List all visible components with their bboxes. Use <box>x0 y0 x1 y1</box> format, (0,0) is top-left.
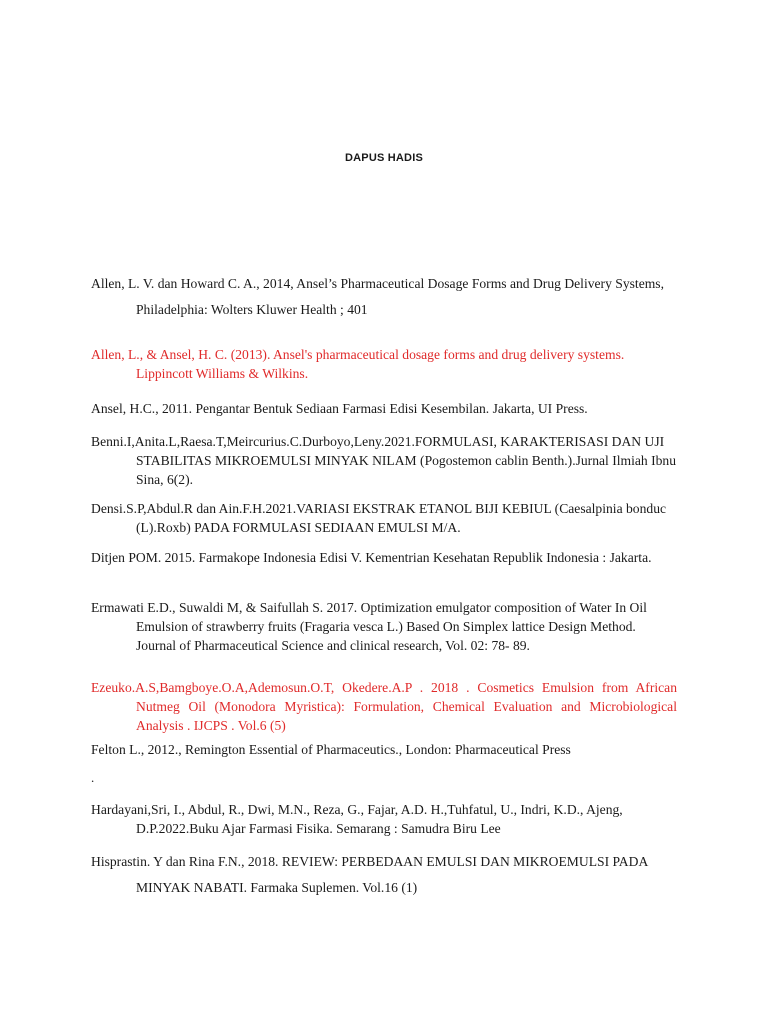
page-title: DAPUS HADIS <box>345 152 423 164</box>
reference-item: Ezeuko.A.S,Bamgboye.O.A,Ademosun.O.T, Okedere.A.P . 2018 . Cosmetics Emulsion from African Nutmeg Oil (Monodora Myristica): Formulation, Chemical Evaluation and Microbiological Analysis . IJCPS . Vol.6 (5) <box>91 680 677 733</box>
stray-mark: . <box>91 770 95 785</box>
reference-item: Ermawati E.D., Suwaldi M, & Saifullah S. 2017. Optimization emulgator composition of Water In Oil Emulsion of strawberry fruits (Fragaria vesca L.) Based On Simplex lattice Design Method. Journal of Pharmaceutical Science and clinical research, Vol. 02: 78- 89. <box>91 600 647 653</box>
reference-item: Felton L., 2012., Remington Essential of Pharmaceutics., London: Pharmaceutical Press <box>91 742 571 757</box>
reference-item: Benni.I,Anita.L,Raesa.T,Meircurius.C.Durboyo,Leny.2021.FORMULASI, KARAKTERISASI DAN UJI STABILITAS MIKROEMULSI MINYAK NILAM (Pogostemon cablin Benth.).Jurnal Ilmiah Ibnu Sina, 6(2). <box>91 434 677 487</box>
reference-item: Allen, L. V. dan Howard C. A., 2014, Ansel’s Pharmaceutical Dosage Forms and Drug Delivery Systems, Philadelphia: Wolters Kluwer Health ; 401 <box>91 276 664 317</box>
reference-item: Allen, L., & Ansel, H. C. (2013). Ansel's pharmaceutical dosage forms and drug delivery systems. Lippincott Williams & Wilkins. <box>91 347 625 381</box>
reference-item: Ansel, H.C., 2011. Pengantar Bentuk Sediaan Farmasi Edisi Kesembilan. Jakarta, UI Press. <box>91 401 588 416</box>
reference-item: Ditjen POM. 2015. Farmakope Indonesia Edisi V. Kementrian Kesehatan Republik Indonesia : Jakarta. <box>91 550 652 565</box>
reference-item: Hardayani,Sri, I., Abdul, R., Dwi, M.N., Reza, G., Fajar, A.D. H.,Tuhfatul, U., Indri, K.D., Ajeng, D.P.2022.Buku Ajar Farmasi Fisika. Semarang : Samudra Biru Lee <box>91 802 623 836</box>
reference-item: Hisprastin. Y dan Rina F.N., 2018. REVIEW: PERBEDAAN EMULSI DAN MIKROEMULSI PADA MINYAK NABATI. Farmaka Suplemen. Vol.16 (1) <box>91 854 648 895</box>
reference-item: Densi.S.P,Abdul.R dan Ain.F.H.2021.VARIASI EKSTRAK ETANOL BIJI KEBIUL (Caesalpinia bonduc (L).Roxb) PADA FORMULASI SEDIAAN EMULSI M/A. <box>91 501 667 535</box>
